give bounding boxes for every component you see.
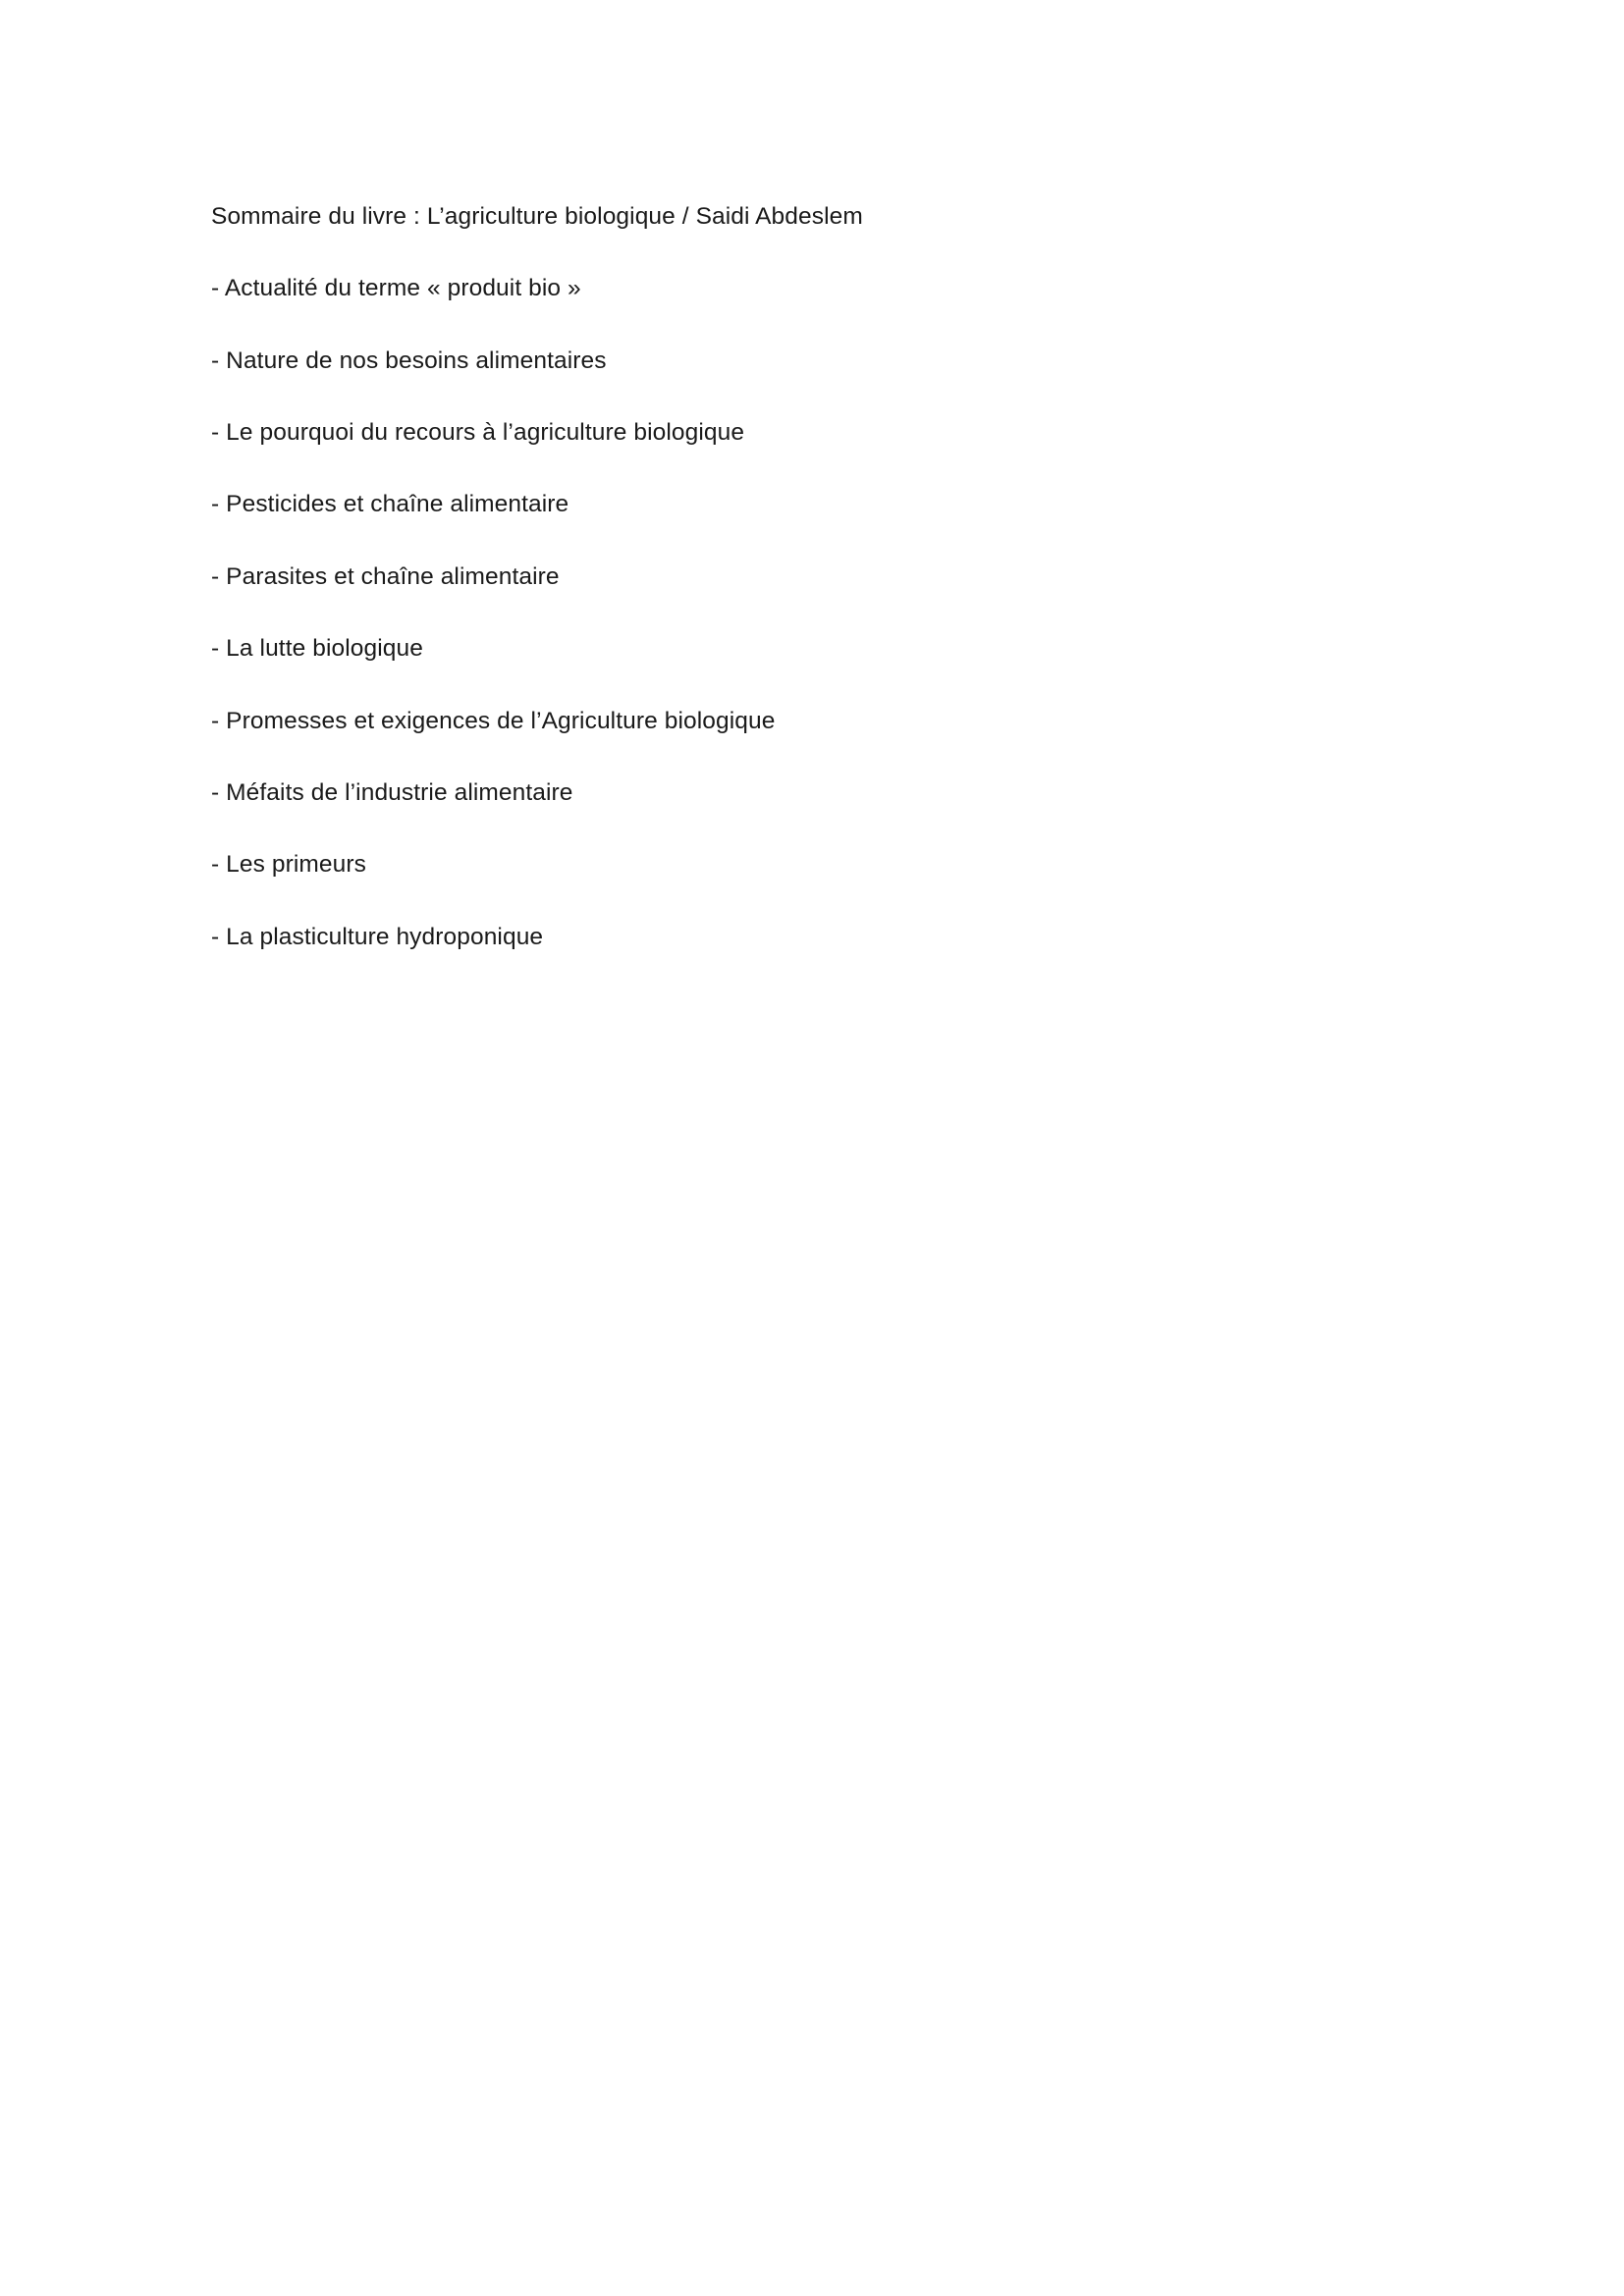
document-title-line: Sommaire du livre : L’agriculture biologique / Saidi Abdeslem <box>211 203 863 230</box>
list-item: - Actualité du terme « produit bio » <box>211 275 581 302</box>
list-item: - Promesses et exigences de l’Agriculture biologique <box>211 707 776 734</box>
list-item: - Le pourquoi du recours à l’agriculture biologique <box>211 419 745 447</box>
document-text-block <box>211 201 1419 952</box>
list-item: - Les primeurs <box>211 851 366 879</box>
list-item: - La lutte biologique <box>211 635 423 663</box>
list-item: - Méfaits de l’industrie alimentaire <box>211 778 573 806</box>
list-item: - La plasticulture hydroponique <box>211 923 544 950</box>
list-item: - Nature de nos besoins alimentaires <box>211 347 607 374</box>
list-item: - Parasites et chaîne alimentaire <box>211 562 560 590</box>
list-item: - Pesticides et chaîne alimentaire <box>211 491 569 518</box>
